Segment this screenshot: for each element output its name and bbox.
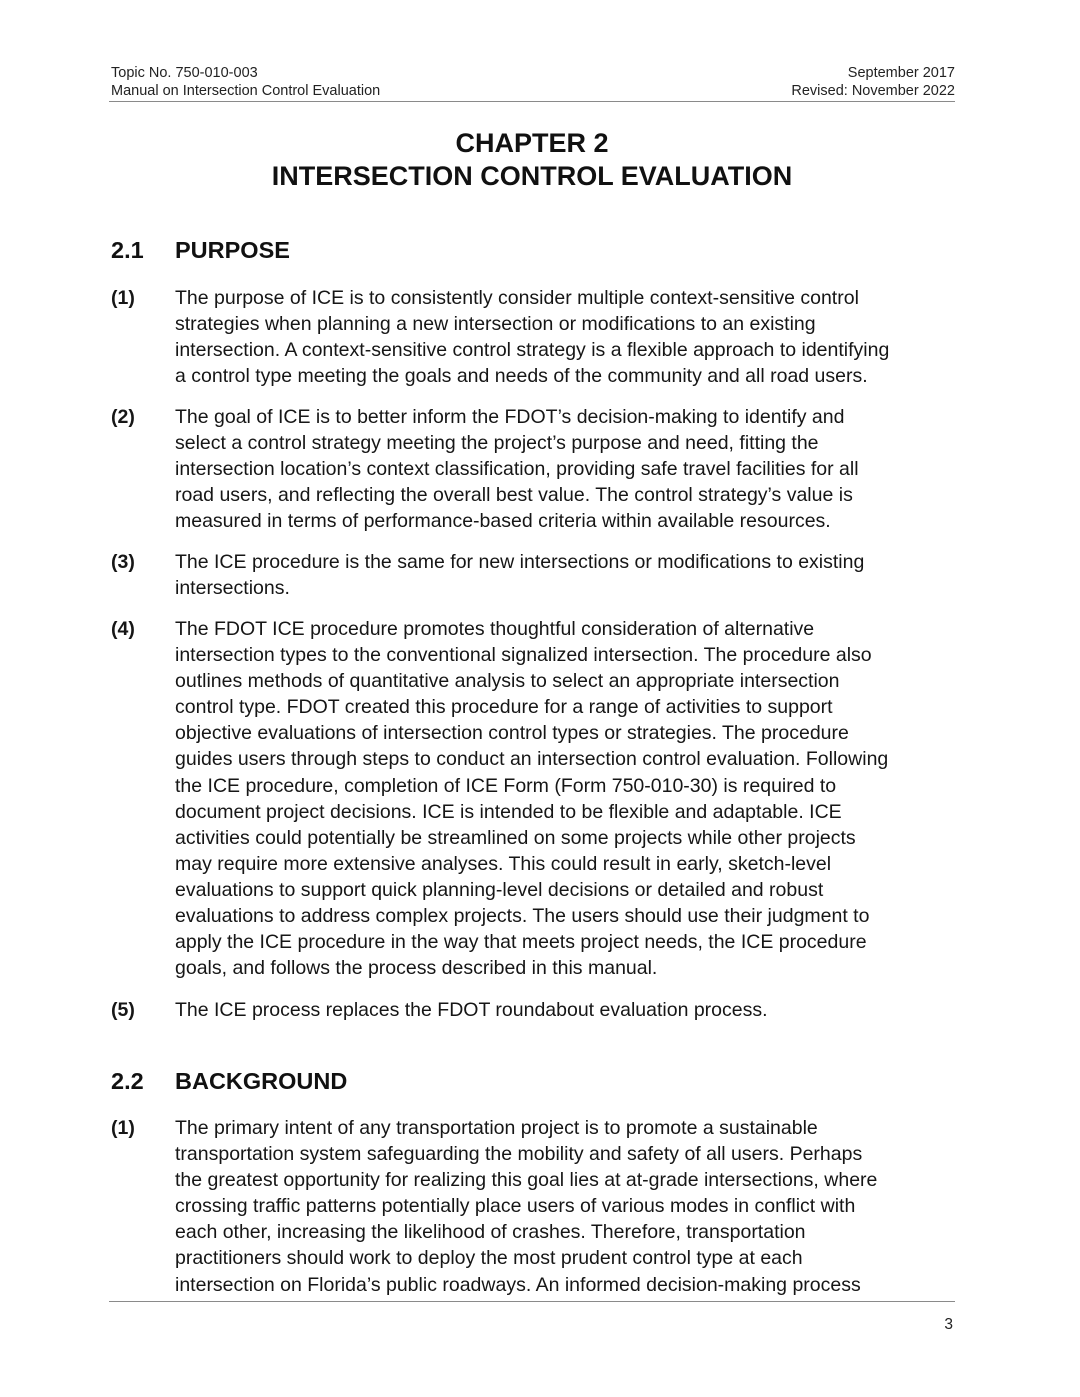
paragraph-text xyxy=(175,549,965,601)
text-line: intersection on Florida’s public roadways. An informed decision-making process xyxy=(175,1273,861,1296)
chapter-title: INTERSECTION CONTROL EVALUATION xyxy=(271,161,793,191)
text-line: the greatest opportunity for realizing this goal lies at at-grade intersections, where xyxy=(175,1169,878,1192)
paragraph-number: (3) xyxy=(111,551,135,573)
text-line: practitioners should work to deploy the most prudent control type at each xyxy=(175,1247,803,1270)
page-number: 3 xyxy=(944,1316,953,1333)
text-line: the ICE procedure, completion of ICE Form (Form 750-010-30) is required to xyxy=(175,774,837,797)
paragraph-number: (1) xyxy=(111,1117,135,1139)
issue-date: September 2017 xyxy=(847,65,955,81)
paragraph-number: (4) xyxy=(111,618,135,640)
text-line: The purpose of ICE is to consistently consider multiple context-sensitive control xyxy=(175,287,859,309)
revised-date: Revised: November 2022 xyxy=(791,83,955,99)
footer-divider xyxy=(109,1301,955,1302)
text-line: intersections. xyxy=(175,577,290,600)
text-line: goals, and follows the process described in this manual. xyxy=(175,957,658,980)
text-line: a control type meeting the goals and needs of the community and all road users. xyxy=(175,365,868,388)
chapter-heading xyxy=(0,127,1064,193)
paragraph-text xyxy=(175,285,965,389)
paragraph-number: (2) xyxy=(111,406,135,428)
manual-title: Manual on Intersection Control Evaluation xyxy=(111,83,381,99)
section-title: BACKGROUND xyxy=(175,1068,348,1094)
paragraph-number: (5) xyxy=(111,999,135,1021)
text-line: crossing traffic patterns potentially place users of various modes in conflict with xyxy=(175,1195,856,1218)
section-heading-background xyxy=(111,1067,347,1095)
text-line: evaluations to address complex projects. The users should use their judgment to xyxy=(175,905,870,928)
text-line: objective evaluations of intersection control types or strategies. The procedure xyxy=(175,722,849,745)
text-line: The FDOT ICE procedure promotes thoughtful consideration of alternative xyxy=(175,618,815,640)
text-line: strategies when planning a new intersection or modifications to an existing xyxy=(175,313,816,336)
text-line: evaluations to support quick planning-level decisions or detailed and robust xyxy=(175,878,824,901)
text-line: intersection types to the conventional signalized intersection. The procedure also xyxy=(175,644,872,667)
text-line: The ICE procedure is the same for new intersections or modifications to existing xyxy=(175,551,865,573)
paragraph-text xyxy=(175,997,965,1023)
text-line: The goal of ICE is to better inform the FDOT’s decision-making to identify and xyxy=(175,406,845,428)
text-line: transportation system safeguarding the mobility and safety of all users. Perhaps xyxy=(175,1143,863,1166)
header-divider xyxy=(109,101,955,102)
topic-number: Topic No. 750-010-003 xyxy=(111,65,258,81)
paragraph-text xyxy=(175,404,965,534)
text-line: The primary intent of any transportation project is to promote a sustainable xyxy=(175,1117,818,1139)
paragraph-text xyxy=(175,616,965,981)
text-line: The ICE process replaces the FDOT roundabout evaluation process. xyxy=(175,999,768,1021)
text-line: outlines methods of quantitative analysis to select an appropriate intersection xyxy=(175,670,840,693)
text-line: intersection location’s context classification, providing safe travel facilities for all xyxy=(175,458,859,481)
text-line: guides users through steps to conduct an intersection control evaluation. Following xyxy=(175,748,889,771)
section-number: 2.1 xyxy=(111,237,144,263)
text-line: activities could potentially be streamlined on some projects while other projects xyxy=(175,826,856,849)
text-line: road users, and reflecting the overall best value. The control strategy’s value is xyxy=(175,484,853,507)
paragraph-text xyxy=(175,1115,965,1298)
section-number: 2.2 xyxy=(111,1068,144,1094)
section-title: PURPOSE xyxy=(175,237,290,263)
section-heading-purpose xyxy=(111,236,290,264)
text-line: select a control strategy meeting the project’s purpose and need, fitting the xyxy=(175,432,819,455)
chapter-label: CHAPTER 2 xyxy=(455,128,609,158)
text-line: may require more extensive analyses. This could result in early, sketch-level xyxy=(175,852,832,875)
text-line: measured in terms of performance-based criteria within available resources. xyxy=(175,510,831,533)
text-line: each other, increasing the likelihood of crashes. Therefore, transportation xyxy=(175,1221,806,1244)
text-line: intersection. A context-sensitive control strategy is a flexible approach to identifying xyxy=(175,339,890,362)
text-line: apply the ICE procedure in the way that meets project needs, the ICE procedure xyxy=(175,931,867,954)
running-header xyxy=(111,64,955,100)
text-line: document project decisions. ICE is intended to be flexible and adaptable. ICE xyxy=(175,800,842,823)
paragraph-number: (1) xyxy=(111,287,135,309)
text-line: control type. FDOT created this procedure for a range of activities to support xyxy=(175,696,833,719)
